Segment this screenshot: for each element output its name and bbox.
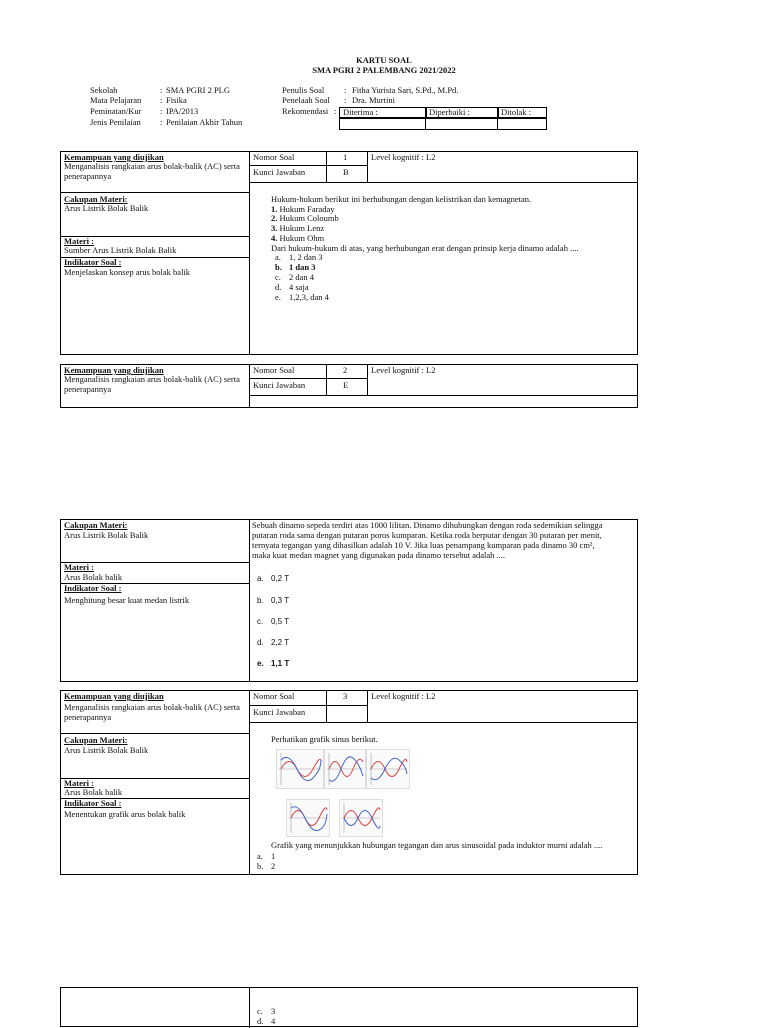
rec-box-ditolak[interactable]: Ditolak :: [497, 107, 547, 118]
question-intro: Hukum-hukum berikut ini berhubungan dengan kelistrikan dan kemagnetan.: [271, 194, 532, 204]
option-a: a. 1, 2 dan 3: [275, 252, 323, 262]
page-subtitle: SMA PGRI 2 PALEMBANG 2021/2022: [312, 65, 456, 75]
sine-graph-5: [339, 799, 383, 837]
question-line: ternyata tegangan yang dihasilkan adalah 10 V. Jika luas penampang kumparan pada dinamo 30 cm²,: [252, 540, 595, 550]
question-card-1: [60, 151, 638, 355]
question-card-3: [60, 690, 638, 875]
option-b: b. 1 dan 3: [275, 262, 316, 272]
indikator-label: Indikator Soal :: [64, 257, 122, 267]
option-d: d. 2,2 T: [257, 638, 290, 647]
sine-graph-2: [324, 749, 366, 789]
nomor-value: 3: [343, 691, 348, 701]
kemampuan-text: Menganalisis rangkaian arus bolak-balik (AC) serta penerapannya: [64, 374, 240, 394]
option-c: c. 3: [257, 1006, 276, 1016]
cakupan-text: Arus Listrik Bolak Balik: [64, 745, 149, 755]
materi-text: Arus Bolak balik: [64, 572, 123, 582]
rec-box-blank: [339, 118, 547, 130]
indikator-label: Indikator Soal :: [64, 583, 122, 593]
option-c: c. 0,5 T: [257, 617, 290, 626]
nomor-label: Nomor Soal: [253, 691, 295, 701]
sine-graph-4: [286, 799, 330, 837]
option-d: d. 4 saja: [275, 282, 309, 292]
sine-graph-1: [276, 749, 324, 789]
question-text: Dari hukum-hukum di atas, yang berhubungan erat dengan prinsip kerja dinamo adalah ....: [271, 243, 579, 253]
graph-intro: Perhatikan grafik sinus berikut.: [271, 734, 378, 744]
materi-label: Materi :: [64, 778, 94, 788]
list-item: 3. Hukum Lenz: [271, 223, 325, 233]
kemampuan-label: Kemampuan yang diujikan: [64, 152, 164, 162]
nomor-label: Nomor Soal: [253, 365, 295, 375]
rec-box-diterima[interactable]: Diterima :: [339, 107, 427, 118]
kemampuan-text: Menganalisis rangkaian arus bolak-balik (AC) serta penerapannya: [64, 702, 240, 722]
cakupan-text: Arus Listrik Bolak Balik: [64, 203, 149, 213]
kunci-label: Kunci Jawaban: [253, 707, 306, 717]
list-item: 2. Hukum Coloumb: [271, 213, 339, 223]
kunci-value: B: [343, 167, 349, 177]
level-label: Level kognitif : L2: [371, 152, 436, 162]
option-c: c. 2 dan 4: [275, 272, 315, 282]
cakupan-label: Cakupan Materi:: [64, 735, 128, 745]
option-b: b. 2: [257, 861, 276, 871]
option-a: a. 0,2 T: [257, 574, 290, 583]
question-line: Sebuah dinamo sepeda terdiri atas 1000 lilitan. Dinamo dihubungkan dengan roda sedemikian selingga: [252, 520, 603, 530]
kemampuan-text: Menganalisis rangkaian arus bolak-balik (AC) serta penerapannya: [64, 161, 240, 181]
indikator-text: Menghitung besar kuat medan listrik: [64, 595, 190, 605]
cakupan-label: Cakupan Materi:: [64, 194, 128, 204]
nomor-value: 2: [343, 365, 348, 375]
question-text: Grafik yang menunjukkan hubungan tegangan dan arus sinusoidal pada induktor murni adalah ....: [271, 840, 603, 850]
indikator-text: Menentukan grafik arus bolak balik: [64, 809, 186, 819]
list-item: 4. Hukum Ohm: [271, 233, 325, 243]
cakupan-label: Cakupan Materi:: [64, 520, 128, 530]
level-label: Level kognitif : L2: [371, 691, 436, 701]
option-d: d. 4: [257, 1016, 276, 1026]
nomor-label: Nomor Soal: [253, 152, 295, 162]
indikator-text: Menjelaskan konsep arus bolak balik: [64, 267, 191, 277]
question-line: putaran roda sama dengan putaran poros kumparan. Ketika roda berputar dengan 30 putaran per menit,: [252, 530, 602, 540]
page-title: KARTU SOAL: [356, 55, 412, 65]
level-label: Level kognitif : L2: [371, 365, 436, 375]
kunci-value: E: [343, 380, 349, 390]
question-card-3-continued: [60, 987, 638, 1027]
kemampuan-label: Kemampuan yang diujikan: [64, 691, 164, 701]
question-card-2: [60, 364, 638, 408]
cakupan-text: Arus Listrik Bolak Balik: [64, 530, 149, 540]
nomor-value: 1: [343, 152, 348, 162]
question-card-2-continued: [60, 519, 638, 682]
option-e: e. 1,2,3, dan 4: [275, 292, 329, 302]
option-e: e. 1,1 T: [257, 659, 290, 668]
option-b: b. 0,3 T: [257, 596, 290, 605]
sine-graph-3: [366, 749, 410, 789]
materi-label: Materi :: [64, 562, 94, 572]
question-line: maka kuat medan magnet yang digunakan pada dinamo tersebut adalah ....: [252, 550, 506, 560]
list-item: 1. Hukum Faraday: [271, 204, 335, 214]
materi-label: Materi :: [64, 236, 94, 246]
kunci-label: Kunci Jawaban: [253, 167, 306, 177]
kemampuan-label: Kemampuan yang diujikan: [64, 365, 164, 375]
kunci-label: Kunci Jawaban: [253, 380, 306, 390]
rec-box-diperbaiki[interactable]: Diperbaiki :: [425, 107, 499, 118]
option-a: a. 1: [257, 851, 276, 861]
indikator-label: Indikator Soal :: [64, 798, 122, 808]
materi-text: Arus Bolak balik: [64, 787, 123, 797]
materi-text: Sumber Arus Listrik Bolak Balik: [64, 245, 177, 255]
